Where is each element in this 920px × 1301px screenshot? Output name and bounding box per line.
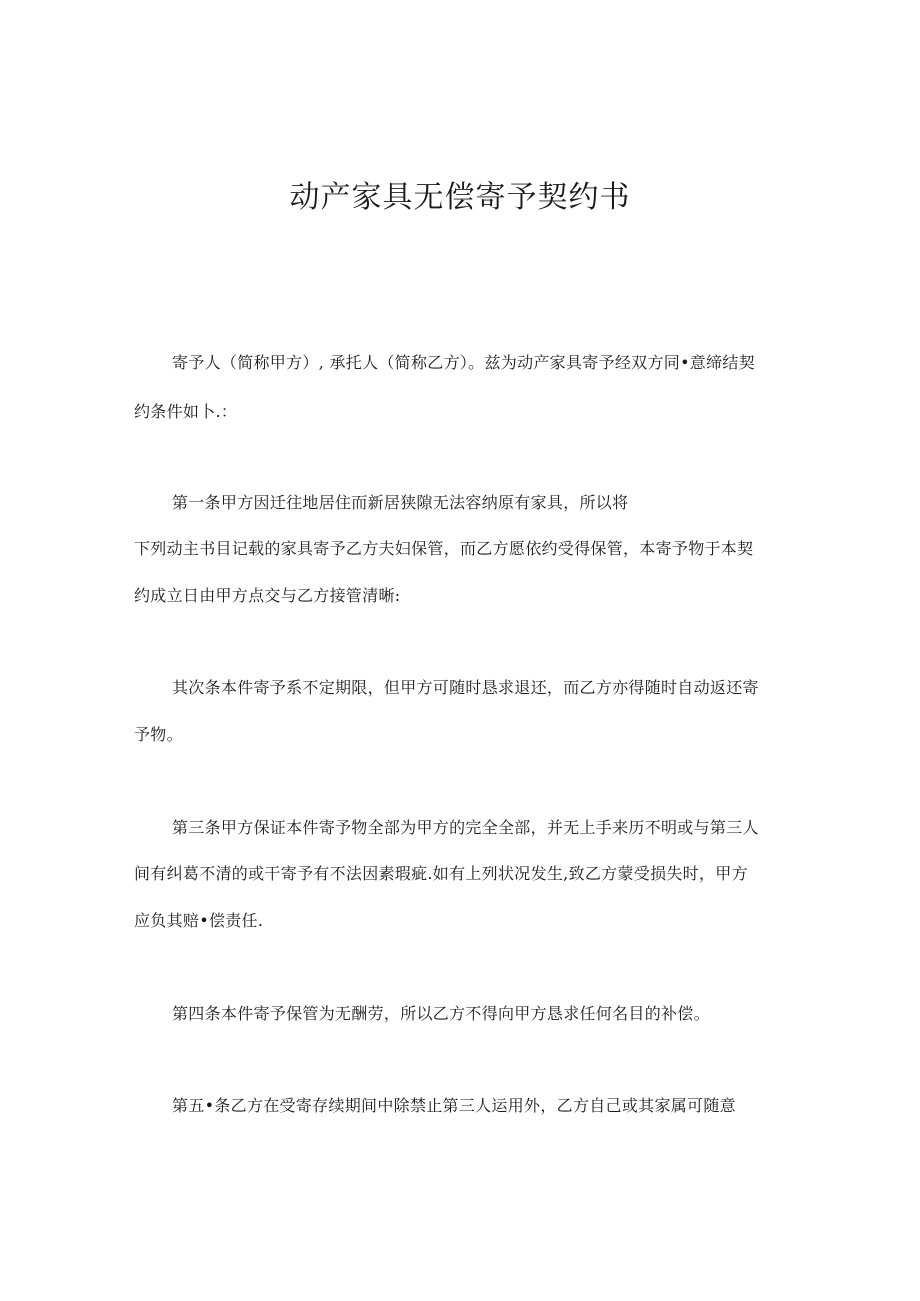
paragraph-line: 约条件如卜.： <box>134 402 238 421</box>
paragraph-line: 予物。 <box>134 725 183 744</box>
paragraph-line: 间有纠葛不清的或干寄予有不法因素瑕疵.如有上列状况发生,致乙方蒙受损失时，甲方 <box>134 864 748 883</box>
paragraph-line: 应负其赔•偿责任. <box>134 911 264 930</box>
document-title: 动产家具无偿寄予契约书 <box>289 180 631 215</box>
paragraph-line: 约成立日由甲方点交与乙方接管清晰: <box>134 586 401 605</box>
paragraph-line: 寄予人（简称甲方）, 承托人（简称乙方）。兹为动产家具寄予经双方同•意缔结契 <box>172 353 756 372</box>
paragraph-line: 第一条甲方因迁往地居住而新居狭隙无法容纳原有家具，所以将 <box>172 493 629 512</box>
paragraph-line: 其次条本件寄予系不定期限，但甲方可随时恳求退还，而乙方亦得随时自动返还寄 <box>172 678 759 697</box>
paragraph-line: 第四条本件寄予保管为无酬劳，所以乙方不得向甲方恳求任何名目的补偿。 <box>172 1004 710 1023</box>
paragraph-line: 第五•条乙方在受寄存续期间中除禁止第三人运用外，乙方自己或其家属可随意 <box>172 1096 736 1115</box>
paragraph-line: 第三条甲方保证本件寄予物全部为甲方的完全全部，并无上手来历不明或与第三人 <box>172 818 759 837</box>
paragraph-line: 下列动主书目记载的家具寄予乙方夫妇保管，而乙方愿依约受得保管，本寄予物于本契 <box>134 539 754 558</box>
